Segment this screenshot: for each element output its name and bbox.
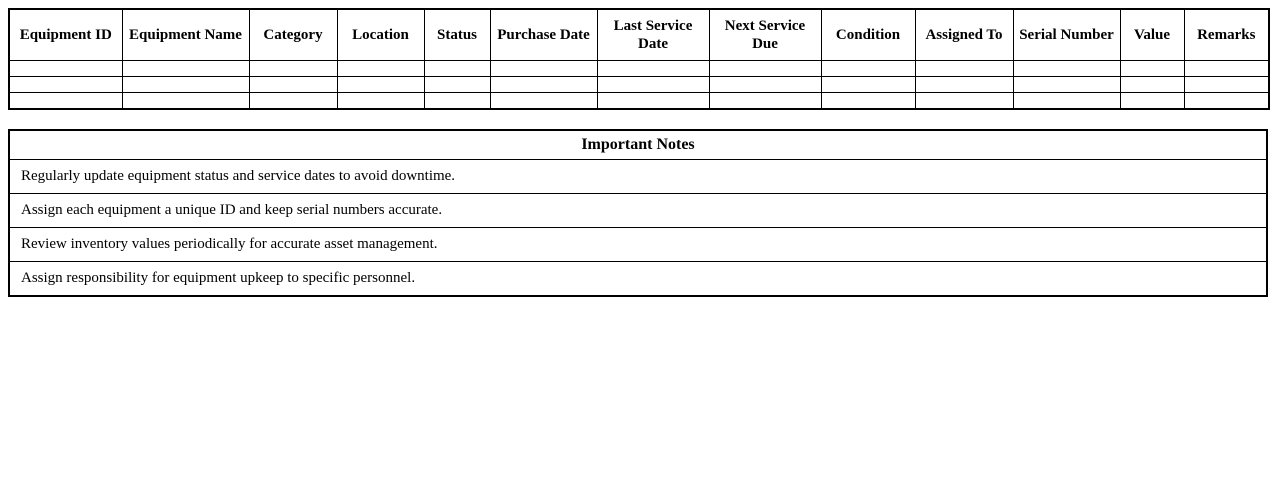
empty-cell[interactable] [249,93,337,110]
col-header-serial-number: Serial Number [1013,9,1120,61]
note-row [9,228,1267,262]
col-header-next-service-due: Next Service Due [709,9,821,61]
empty-cell[interactable] [1013,61,1120,77]
empty-cell[interactable] [597,77,709,93]
note-text: Review inventory values periodically for accurate asset management. [9,228,1267,262]
note-row [9,160,1267,194]
empty-cell[interactable] [490,61,597,77]
empty-cell[interactable] [1184,93,1269,110]
empty-cell[interactable] [490,93,597,110]
note-text: Regularly update equipment status and service dates to avoid downtime. [9,160,1267,194]
empty-cell[interactable] [424,77,490,93]
empty-cell[interactable] [821,61,915,77]
empty-cell[interactable] [424,93,490,110]
empty-cell[interactable] [249,61,337,77]
empty-cell[interactable] [122,77,249,93]
note-text: Assign each equipment a unique ID and keep serial numbers accurate. [9,194,1267,228]
col-header-equipment-id: Equipment ID [9,9,122,61]
col-header-category: Category [249,9,337,61]
empty-cell[interactable] [1184,61,1269,77]
empty-cell[interactable] [249,77,337,93]
col-header-assigned-to: Assigned To [915,9,1013,61]
empty-equipment-row [9,77,1269,93]
empty-cell[interactable] [9,77,122,93]
equipment-header-row [9,9,1269,61]
empty-cell[interactable] [709,93,821,110]
empty-cell[interactable] [337,77,424,93]
empty-cell[interactable] [1120,77,1184,93]
note-row [9,194,1267,228]
empty-cell[interactable] [597,61,709,77]
empty-cell[interactable] [709,77,821,93]
note-text: Assign responsibility for equipment upkeep to specific personnel. [9,262,1267,297]
empty-cell[interactable] [1184,77,1269,93]
empty-cell[interactable] [597,93,709,110]
col-header-last-service-date: Last Service Date [597,9,709,61]
empty-cell[interactable] [1013,93,1120,110]
important-notes-table [8,129,1268,297]
note-row [9,262,1267,297]
empty-equipment-row [9,61,1269,77]
col-header-equipment-name: Equipment Name [122,9,249,61]
col-header-condition: Condition [821,9,915,61]
empty-cell[interactable] [337,61,424,77]
empty-cell[interactable] [9,93,122,110]
col-header-status: Status [424,9,490,61]
col-header-location: Location [337,9,424,61]
empty-cell[interactable] [915,93,1013,110]
col-header-purchase-date: Purchase Date [490,9,597,61]
empty-cell[interactable] [709,61,821,77]
col-header-value: Value [1120,9,1184,61]
empty-cell[interactable] [915,77,1013,93]
empty-cell[interactable] [9,61,122,77]
empty-cell[interactable] [122,93,249,110]
empty-cell[interactable] [1120,93,1184,110]
equipment-inventory-table [8,8,1270,110]
empty-cell[interactable] [1013,77,1120,93]
empty-cell[interactable] [490,77,597,93]
empty-cell[interactable] [915,61,1013,77]
col-header-remarks: Remarks [1184,9,1269,61]
empty-cell[interactable] [821,93,915,110]
notes-header-row [9,130,1267,160]
empty-cell[interactable] [424,61,490,77]
notes-title: Important Notes [9,130,1267,160]
empty-cell[interactable] [1120,61,1184,77]
empty-cell[interactable] [337,93,424,110]
empty-cell[interactable] [122,61,249,77]
empty-equipment-row [9,93,1269,110]
empty-cell[interactable] [821,77,915,93]
